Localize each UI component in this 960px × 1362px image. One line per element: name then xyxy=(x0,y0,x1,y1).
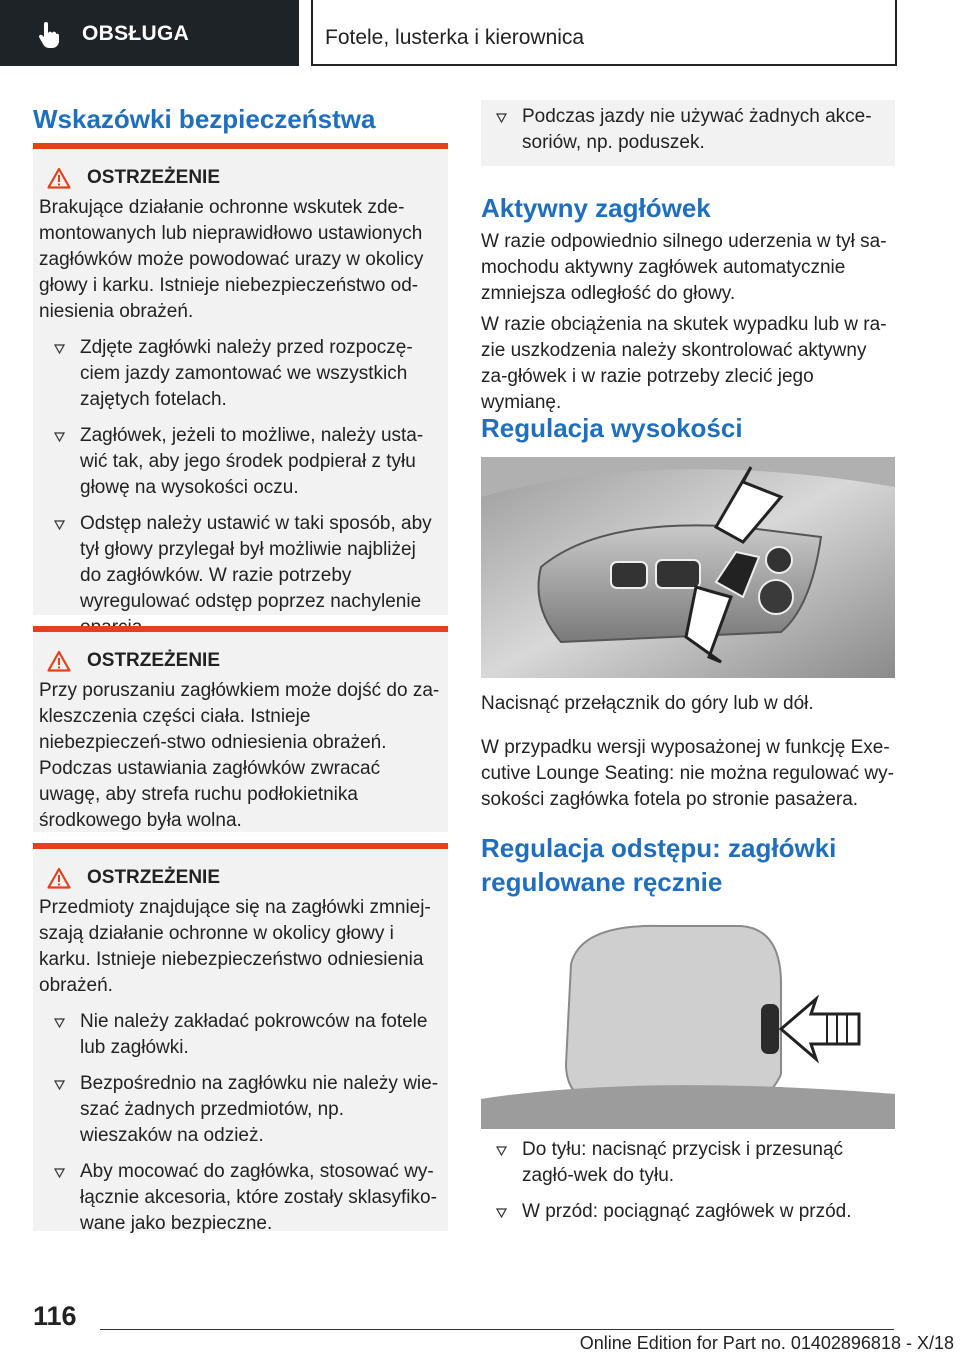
warning-title-text: OSTRZEŻENIE xyxy=(87,167,221,188)
list-item-text: Podczas jazdy nie używać żadnych akce-soriów, np. poduszek. xyxy=(522,106,872,153)
list-item-text: Bezpośrednio na zagłówku nie należy wie-szać żadnych przedmiotów, np. wieszaków na odzież. xyxy=(80,1073,439,1146)
distance-list xyxy=(481,1137,895,1235)
bullet-triangle-icon xyxy=(496,113,507,123)
list-item-text: Nie należy zakładać pokrowców na fotele lub zagłówki. xyxy=(80,1011,428,1058)
warning-box-2 xyxy=(33,626,448,832)
warning-title xyxy=(39,163,440,193)
warning-title-text: OSTRZEŻENIE xyxy=(87,650,221,671)
hand-icon xyxy=(38,22,60,48)
active-headrest-heading: Aktywny zagłówek xyxy=(481,193,711,223)
list-item xyxy=(481,1137,895,1189)
bullet-triangle-icon xyxy=(54,432,65,442)
warning-triangle-icon xyxy=(47,167,71,189)
height-paragraph-1: Nacisnąć przełącznik do góry lub w dół. xyxy=(481,693,814,714)
section-tab[interactable] xyxy=(0,0,299,66)
list-item xyxy=(39,1009,440,1061)
edition-note: Online Edition for Part no. 01402896818 - X/18 xyxy=(579,1333,954,1353)
warning-continuation xyxy=(481,100,895,166)
warning-box-3 xyxy=(33,843,448,1234)
warning-list xyxy=(39,335,440,641)
warning-text: Przy poruszaniu zagłówkiem może dojść do za-kleszczenia części ciała. Istnieje niebezpieczeń-stwo odniesienia obrażeń. Podczas ustawiania zagłówków zwracać uwagę, aby strefa ruchu podłokietnika środkowego była wolna. xyxy=(39,680,440,831)
chapter-title: Fotele, lusterka i kierownica xyxy=(325,26,585,49)
page-number: 116 xyxy=(33,1301,77,1331)
warning-title xyxy=(39,863,440,893)
chapter-header xyxy=(311,0,897,66)
bullet-triangle-icon xyxy=(54,344,65,354)
seat-switch-illustration xyxy=(481,457,895,678)
warning-text: Brakujące działanie ochronne wskutek zde-montowanych lub nieprawidłowo ustawionych zagłówków może powodować urazy w okolicy głowy i karku. Istnieje niebezpieczeństwo od-niesienia obrażeń. xyxy=(39,197,424,322)
bullet-triangle-icon xyxy=(54,1080,65,1090)
headrest-illustration xyxy=(481,924,895,1129)
list-item xyxy=(39,335,440,413)
list-item-text: Zdjęte zagłówki należy przed rozpoczę-ciem jazdy zamontować we wszystkich zajętych fotelach. xyxy=(80,337,413,410)
list-item-text: W przód: pociągnąć zagłówek w przód. xyxy=(522,1201,852,1222)
bullet-triangle-icon xyxy=(54,520,65,530)
list-item xyxy=(39,1071,440,1149)
list-item-text: Odstęp należy ustawić w taki sposób, aby tył głowy przylegał był możliwie najbliżej do zagłówków. W razie potrzeby wyregulować odstęp poprzez nachylenie xyxy=(80,513,432,612)
height-heading: Regulacja wysokości xyxy=(481,413,743,443)
warning-title xyxy=(39,646,440,676)
section-label: OBSŁUGA xyxy=(82,22,190,45)
footer-divider xyxy=(100,1329,894,1330)
warning-box-1 xyxy=(33,143,448,615)
list-item xyxy=(481,104,887,156)
bullet-triangle-icon xyxy=(54,1168,65,1178)
distance-heading: Regulacja odstępu: zagłówki regulowane ręcznie xyxy=(481,833,837,897)
warning-list xyxy=(481,104,887,156)
warning-text: Przedmioty znajdujące się na zagłówki zmniej-szają działanie ochronne w okolicy głowy i karku. Istnieje niebezpieczeństwo odniesienia obrażeń. xyxy=(39,897,431,996)
list-item xyxy=(39,1159,440,1237)
active-paragraph-1: W razie odpowiednio silnego uderzenia w tył sa-mochodu aktywny zagłówek automatycznie zmniejsza odległość do głowy. xyxy=(481,231,887,304)
list-item xyxy=(39,423,440,501)
height-paragraph-2: W przypadku wersji wyposażonej w funkcję Exe-cutive Lounge Seating: nie można regulować wy-sokości zagłówka fotela po stronie pasażera. xyxy=(481,737,894,810)
warning-title-text: OSTRZEŻENIE xyxy=(87,867,221,888)
warning-list xyxy=(39,1009,440,1237)
bullet-triangle-icon xyxy=(496,1146,507,1156)
list-item xyxy=(39,511,440,641)
safety-heading: Wskazówki bezpieczeństwa xyxy=(33,104,376,134)
list-item-text: Do tyłu: nacisnąć przycisk i przesunąć zagłó-wek do tyłu. xyxy=(522,1139,844,1186)
list-item xyxy=(481,1199,895,1225)
warning-triangle-icon xyxy=(47,650,71,672)
bullet-triangle-icon xyxy=(54,1018,65,1028)
bullet-triangle-icon xyxy=(496,1208,507,1218)
list-item-text: Aby mocować do zagłówka, stosować wy-łącznie akcesoria, które zostały sklasyfiko-wane jako bezpieczne. xyxy=(80,1161,437,1234)
warning-triangle-icon xyxy=(47,867,71,889)
list-item-text: Zagłówek, jeżeli to możliwe, należy usta-wić tak, aby jego środek podpierał z tyłu głowę na wysokości oczu. xyxy=(80,425,424,498)
active-paragraph-2: W razie obciążenia na skutek wypadku lub w ra-zie uszkodzenia należy skontrolować aktywny za-główek i w razie potrzeby zlecić jego wymianę. xyxy=(481,314,887,413)
